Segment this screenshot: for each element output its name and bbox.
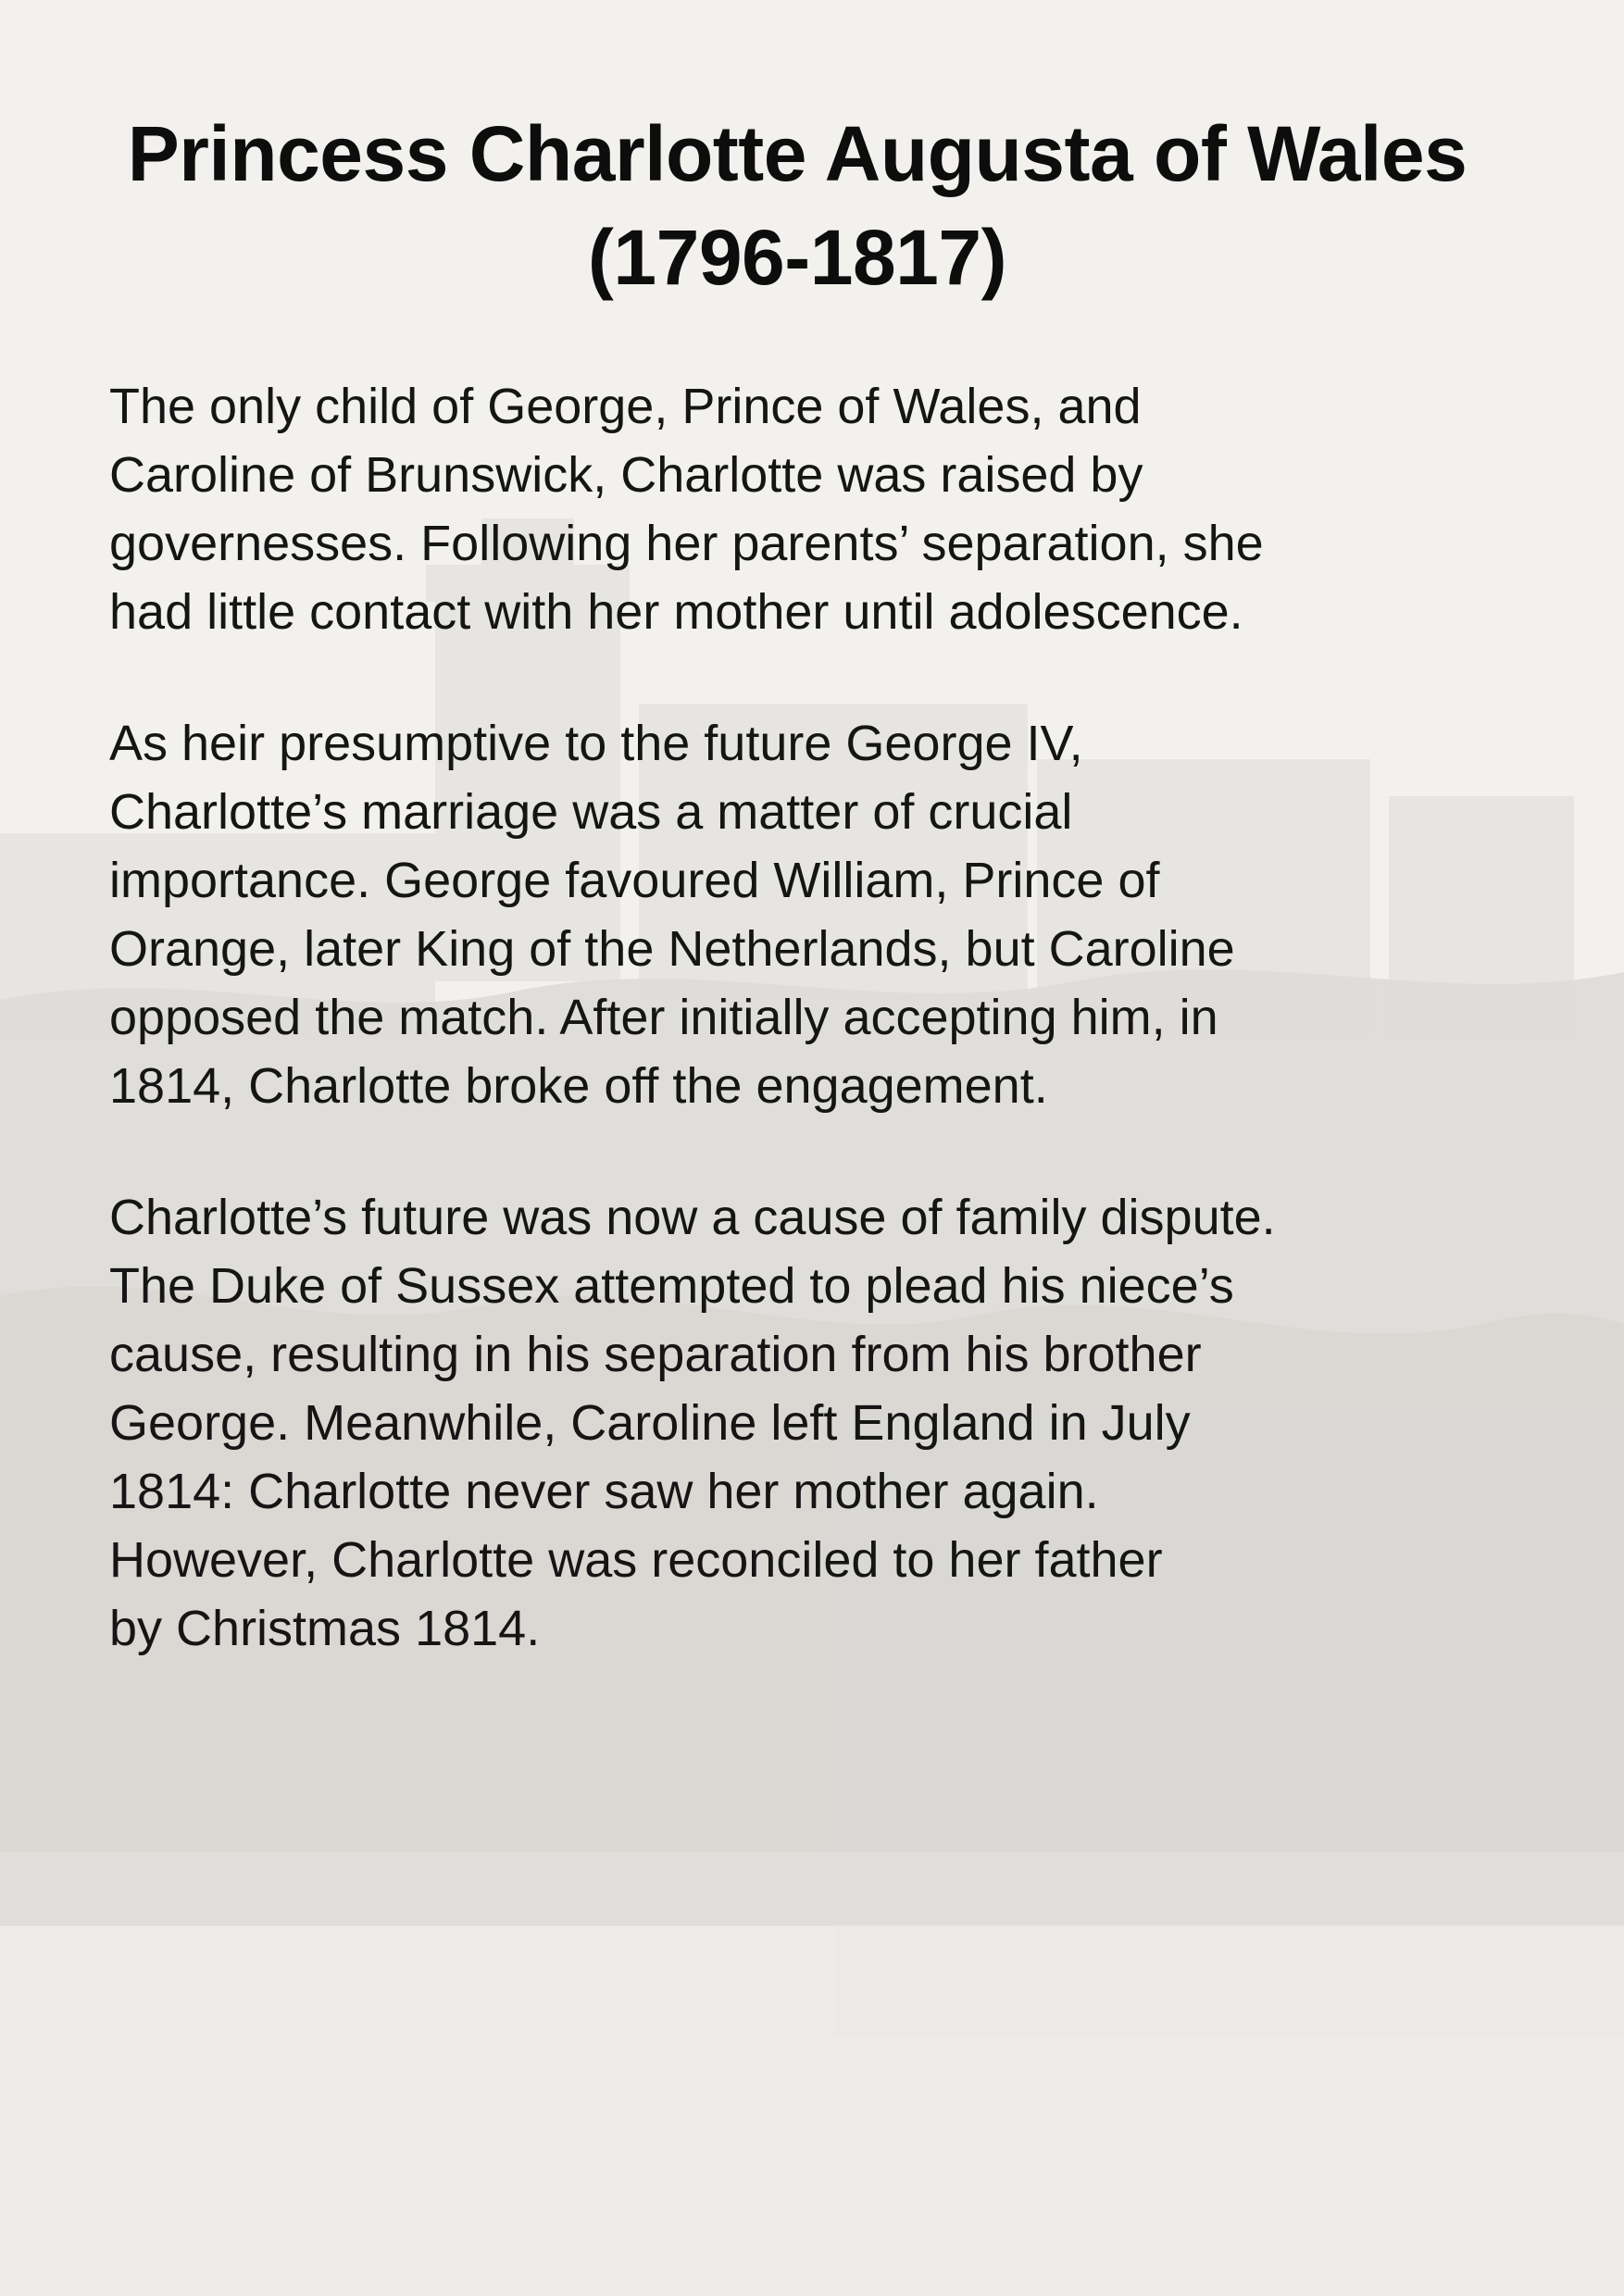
body-text bbox=[109, 372, 1485, 1663]
paragraph-2: As heir presumptive to the future George IV, Charlotte’s marriage was a matter of crucial importance. George favoured William, Prince of Orange, later King of the Netherlands, but Caroline opposed the match. After initially accepting him, in 1814, Charlotte broke off the engagement. bbox=[109, 716, 1235, 1114]
paragraph-3: Charlotte’s future was now a cause of family dispute. The Duke of Sussex attempted to plead his niece’s cause, resulting in his separation from his brother George. Meanwhile, Caroline left England in July 1814: Charlotte never saw her mother again. However, Charlotte was reconciled to her father by Christmas 1814. bbox=[109, 1190, 1276, 1656]
paragraph-1: The only child of George, Prince of Wales, and Caroline of Brunswick, Charlotte was raised by governesses. Following her parents’ separation, she had little contact with her mother until adolescence. bbox=[109, 379, 1264, 640]
page-title: Princess Charlotte Augusta of Wales (1796-1817) bbox=[127, 110, 1468, 301]
